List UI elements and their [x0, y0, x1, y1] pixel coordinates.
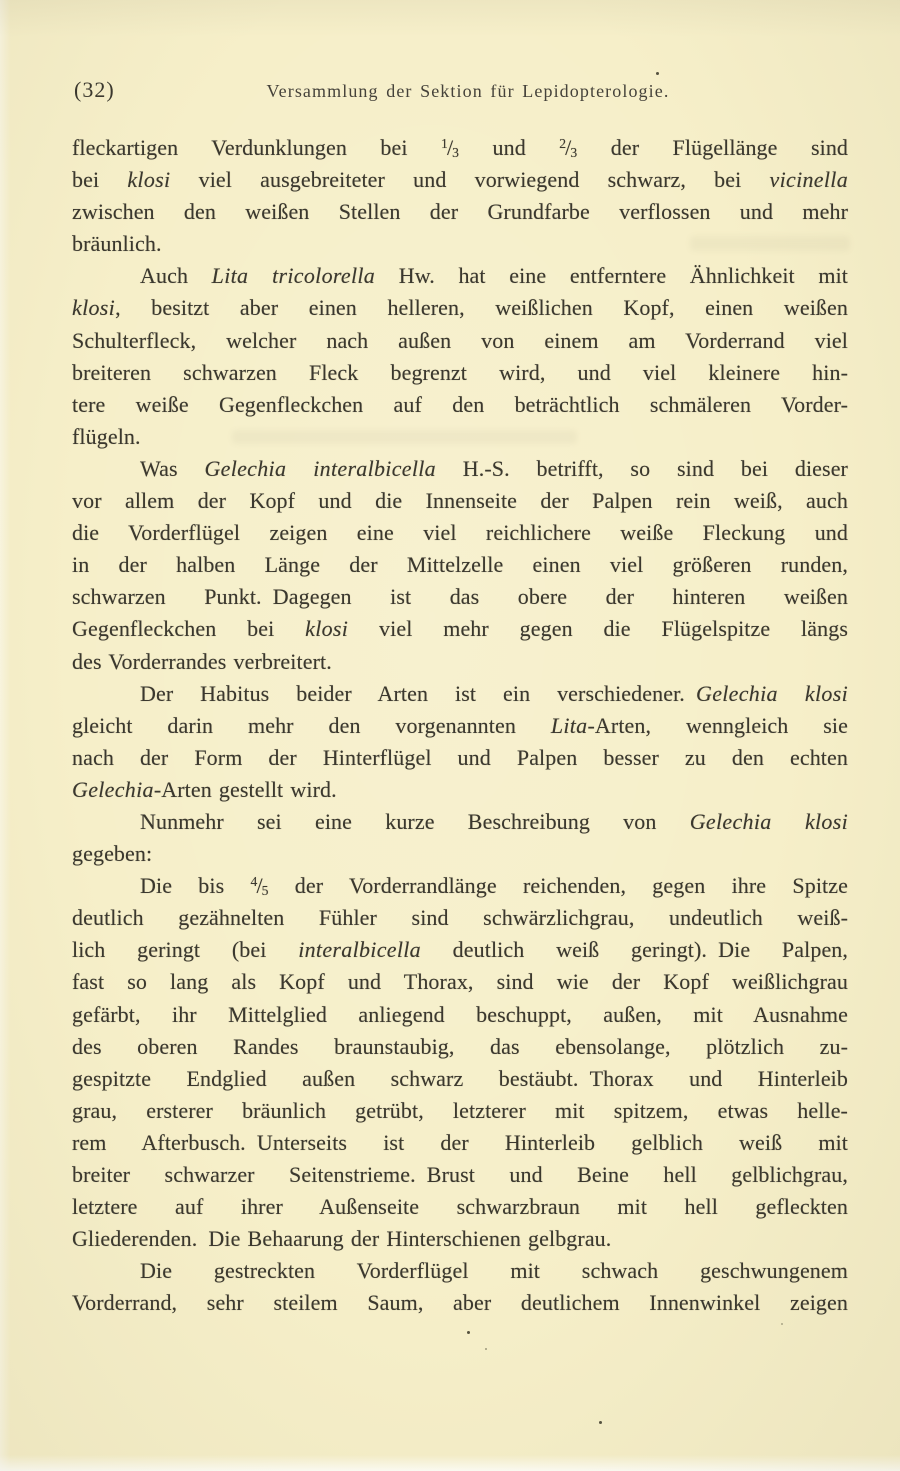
- text-line: gegeben:: [72, 841, 153, 867]
- text-line: gleicht darin mehr den vorgenannten Lita-Arten, wenngleich sie: [72, 712, 848, 738]
- paragraph: [72, 260, 848, 453]
- text-line: Die gestreckten Vorderflügel mit schwach geschwungenem: [140, 1258, 848, 1284]
- species-name: klosi: [127, 167, 171, 193]
- text-line: breiter schwarzer Seitenstrieme. Brust und Beine hell gelblichgrau,: [72, 1162, 848, 1187]
- text-line: letztere auf ihrer Außenseite schwarzbraun mit hell gefleckten: [72, 1194, 848, 1220]
- text-line: Gegenfleckchen bei klosi viel mehr gegen die Flügelspitze längs: [72, 616, 848, 642]
- species-name: interalbicella: [298, 937, 421, 963]
- paragraph: [72, 453, 848, 678]
- species-name: Lita: [550, 712, 588, 738]
- text-line: Vorderrand, sehr steilem Saum, aber deutlichem Innenwinkel zeigen: [72, 1290, 848, 1316]
- text-line: breiteren schwarzen Fleck begrenzt wird, und viel kleinere hin-: [72, 359, 848, 385]
- text-line: fleckartigen Verdunklungen bei $^1/_3$ und $^2/_3$ der Flügellänge sind: [72, 135, 849, 160]
- species-name: vicinella: [769, 167, 848, 193]
- text-line: klosi, besitzt aber einen helleren, weißlichen Kopf, einen weißen: [72, 295, 848, 321]
- paragraph: [72, 1255, 848, 1319]
- showthrough-ghost: [232, 430, 577, 444]
- text-line: flügeln.: [72, 423, 141, 449]
- text-line: fast so lang als Kopf und Thorax, sind wie der Kopf weißlichgrau: [72, 969, 848, 995]
- species-name: klosi: [72, 295, 116, 321]
- paragraph: [72, 870, 848, 1255]
- text-line: in der halben Länge der Mittelzelle einen viel größeren runden,: [72, 552, 848, 578]
- paper-speck: [656, 72, 659, 75]
- text-line: des Vorderrandes verbreitert.: [72, 648, 332, 674]
- paper-speck: [485, 1348, 487, 1350]
- species-name: Gelechia interalbicella: [204, 455, 436, 481]
- text-line: tere weiße Gegenfleckchen auf den beträchtlich schmäleren Vorder-: [72, 391, 848, 417]
- text-line: Gelechia-Arten gestellt wird.: [72, 776, 337, 802]
- text-line: schwarzen Punkt. Dagegen ist das obere der hinteren weißen: [72, 584, 848, 610]
- text-line: Gliederenden. Die Behaarung der Hinterschienen gelbgrau.: [72, 1226, 612, 1252]
- text-line: des oberen Randes braunstaubig, das ebensolange, plötzlich zu-: [72, 1033, 848, 1059]
- fraction: $^4/_5$: [250, 873, 269, 899]
- text-line: rem Afterbusch. Unterseits ist der Hinterleib gelblich weiß mit: [72, 1129, 848, 1155]
- text-line: die Vorderflügel zeigen eine viel reichlichere weiße Fleckung und: [72, 520, 848, 546]
- text-line: zwischen den weißen Stellen der Grundfarbe verflossen und mehr: [72, 199, 848, 225]
- paragraph: [72, 806, 848, 870]
- fraction: $^2/_3$: [559, 135, 578, 160]
- species-name: Lita tricolorella: [211, 263, 376, 289]
- text-line: Die bis $^4/_5$ der Vorderrandlänge reichenden, gegen ihre Spitze: [140, 873, 848, 899]
- text-line: grau, ersterer bräunlich getrübt, letzterer mit spitzem, etwas helle-: [72, 1097, 848, 1123]
- running-header: Versammlung der Sektion für Lepidopterologie.: [266, 81, 670, 101]
- paper-speck: [781, 1323, 783, 1325]
- showthrough-ghost: [690, 236, 850, 251]
- paper-speck: [599, 1421, 602, 1424]
- text-line: bräunlich.: [72, 231, 162, 257]
- species-name: Gelechia: [72, 776, 154, 802]
- page-number: (32): [74, 77, 115, 102]
- text-line: Nunmehr sei eine kurze Beschreibung von Gelechia klosi: [140, 808, 848, 834]
- species-name: Gelechia klosi: [689, 808, 848, 834]
- paper-speck: [467, 1331, 470, 1334]
- paragraph: [72, 678, 848, 806]
- text-line: Der Habitus beider Arten ist ein verschiedener. Gelechia klosi: [140, 680, 848, 706]
- text-line: deutlich gezähnelten Fühler sind schwärzlichgrau, undeutlich weiß-: [72, 905, 848, 931]
- text-line: bei klosi viel ausgebreiteter und vorwiegend schwarz, bei vicinella: [72, 167, 848, 193]
- text-line: gespitzte Endglied außen schwarz bestäubt. Thorax und Hinterleib: [72, 1065, 848, 1091]
- text-line: lich geringt (bei interalbicella deutlich weiß geringt). Die Palpen,: [72, 937, 849, 963]
- species-name: Gelechia klosi: [696, 680, 848, 706]
- text-line: Auch Lita tricolorella Hw. hat eine entferntere Ähnlichkeit mit: [140, 263, 848, 289]
- text-line: nach der Form der Hinterflügel und Palpen besser zu den echten: [72, 744, 848, 770]
- text-line: Schulterfleck, welcher nach außen von einem am Vorderrand viel: [72, 327, 848, 353]
- text-block: [72, 132, 848, 1319]
- text-line: Was Gelechia interalbicella H.-S. betrifft, so sind bei dieser: [140, 455, 848, 481]
- text-line: gefärbt, ihr Mittelglied anliegend beschuppt, außen, mit Ausnahme: [72, 1001, 848, 1027]
- fraction: $^1/_3$: [441, 135, 460, 160]
- species-name: klosi: [305, 616, 349, 642]
- text-line: vor allem der Kopf und die Innenseite der Palpen rein weiß, auch: [72, 488, 848, 514]
